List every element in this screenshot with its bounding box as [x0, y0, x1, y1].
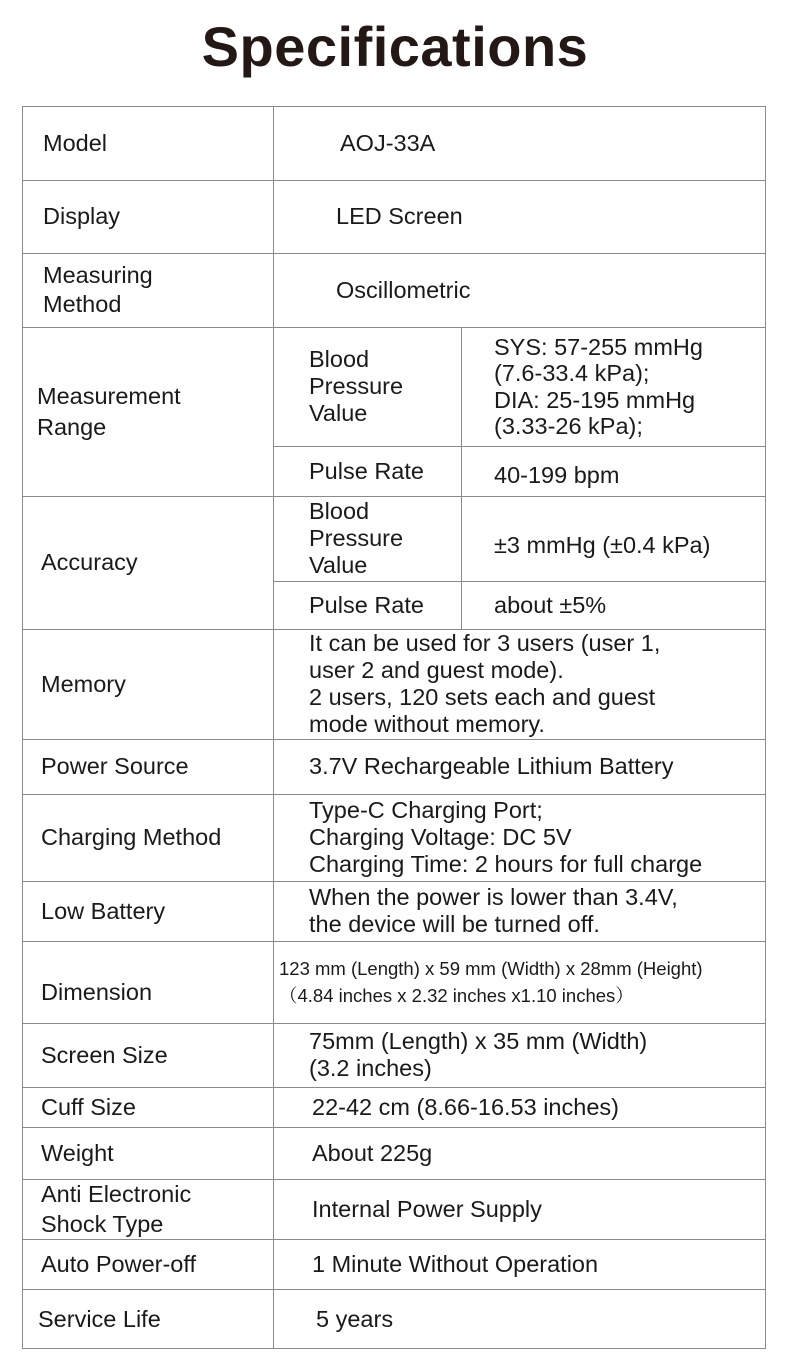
spec-label-power-source: Power Source: [41, 753, 189, 779]
spec-label-measurement-range: Measurement Range: [37, 382, 181, 440]
spec-label-model: Model: [43, 129, 108, 156]
page-title: Specifications: [201, 15, 589, 78]
spec-value-model: AOJ-33A: [340, 129, 436, 156]
spec-label-service-life: Service Life: [38, 1305, 161, 1332]
spec-label-low-battery: Low Battery: [41, 897, 166, 924]
spec-label-accuracy: Accuracy: [41, 549, 138, 575]
range-bp-label: Blood Pressure Value: [309, 346, 404, 426]
spec-value-measuring-method: Oscillometric: [336, 276, 471, 303]
range-pulse-value: 40-199 bpm: [494, 461, 620, 488]
accuracy-bp-value: ±3 mmHg (±0.4 kPa): [494, 532, 711, 558]
range-bp-value: SYS: 57-255 mmHg (7.6-33.4 kPa); DIA: 25-195 mmHg (3.33-26 kPa);: [494, 333, 703, 439]
spec-value-dimension: 123 mm (Length) x 59 mm (Width) x 28mm (Height) （4.84 inches x 2.32 inches x1.10 inches）: [279, 958, 703, 1006]
spec-value-memory: It can be used for 3 users (user 1, user 2 and guest mode). 2 users, 120 sets each and guest mode without memory.: [309, 630, 661, 737]
spec-label-weight: Weight: [41, 1139, 114, 1166]
accuracy-pulse-label: Pulse Rate: [309, 591, 424, 618]
spec-value-weight: About 225g: [312, 1139, 433, 1166]
accuracy-bp-label: Blood Pressure Value: [309, 498, 404, 578]
spec-value-charging-method: Type-C Charging Port; Charging Voltage: DC 5V Charging Time: 2 hours for full charge: [309, 797, 703, 877]
spec-value-screen-size: 75mm (Length) x 35 mm (Width) (3.2 inches): [309, 1028, 648, 1081]
spec-value-auto-power-off: 1 Minute Without Operation: [312, 1250, 599, 1277]
spec-label-screen-size: Screen Size: [41, 1041, 168, 1068]
accuracy-pulse-value: about ±5%: [494, 591, 607, 618]
spec-label-measuring-method: Measuring Method: [43, 262, 153, 317]
spec-label-cuff-size: Cuff Size: [41, 1093, 136, 1120]
spec-value-cuff-size: 22-42 cm (8.66-16.53 inches): [312, 1093, 619, 1120]
spec-value-service-life: 5 years: [316, 1305, 394, 1332]
range-pulse-label: Pulse Rate: [309, 457, 424, 484]
column-divider: [461, 327, 462, 629]
spec-label-memory: Memory: [41, 670, 126, 697]
spec-label-charging-method: Charging Method: [41, 824, 222, 850]
spec-label-auto-power-off: Auto Power-off: [41, 1250, 197, 1277]
spec-label-display: Display: [43, 203, 121, 229]
spec-label-dimension: Dimension: [41, 978, 153, 1005]
spec-label-shock-type: Anti Electronic Shock Type: [41, 1181, 192, 1237]
spec-value-power-source: 3.7V Rechargeable Lithium Battery: [309, 753, 674, 779]
spec-value-shock-type: Internal Power Supply: [312, 1195, 542, 1222]
spec-value-low-battery: When the power is lower than 3.4V, the device will be turned off.: [309, 884, 678, 937]
column-divider: [273, 106, 274, 1349]
spec-value-display: LED Screen: [336, 203, 463, 229]
